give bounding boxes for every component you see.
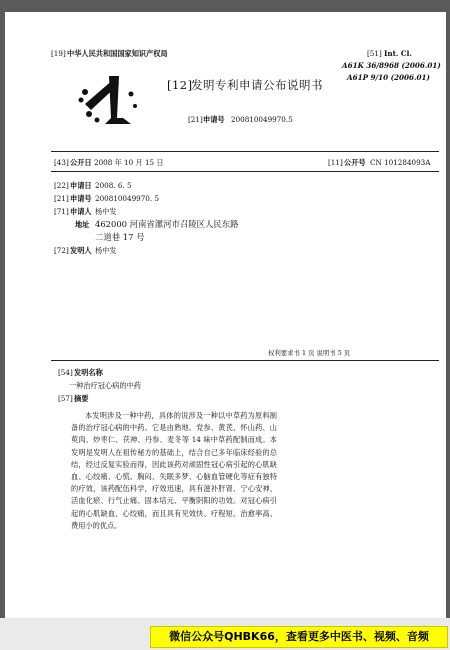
- appno-code: [21]: [188, 115, 203, 124]
- filing-label: 申请日: [70, 181, 92, 190]
- pubdate-value: 2008 年 10 月 15 日: [94, 158, 164, 167]
- address-label: 地址: [75, 220, 90, 229]
- intcl-line1: A61K 36/8968 (2006.01): [342, 61, 441, 70]
- abstract-body: [71, 410, 277, 532]
- app-value: 200810049970. 5: [95, 194, 160, 203]
- pubdate-code: [43]: [54, 158, 69, 167]
- doc-title: 发明专利申请公布说明书: [191, 78, 323, 92]
- inventor-label: 发明人: [70, 246, 92, 255]
- pubno-code: [11]: [328, 158, 343, 167]
- appno-value: 200810049970.5: [231, 115, 293, 124]
- pubdate-label: 公开日: [70, 158, 92, 167]
- title-code: [54]: [58, 368, 73, 377]
- applicant-value: 杨中发: [95, 207, 117, 216]
- abstract-label: 摘要: [74, 394, 89, 403]
- pages-note: 权利要求书 1 页 说明书 5 页: [268, 349, 351, 357]
- address-line2: 二道巷 17 号: [95, 232, 145, 242]
- filing-value: 2008. 6. 5: [95, 181, 132, 190]
- window-right-border: [446, 12, 450, 618]
- promo-banner: [150, 626, 448, 648]
- address-line1: 462000 河南省漯河市召陵区人民东路: [95, 219, 239, 229]
- pubno-label: 公开号: [344, 158, 366, 167]
- office-code: [19]: [51, 49, 66, 58]
- abstract-code: [57]: [58, 394, 73, 403]
- patent-page: [5, 12, 446, 618]
- appno-label: 申请号: [203, 115, 225, 124]
- promo-banner-text: 微信公众号QHBK66，查看更多中医书、视频、音频: [169, 630, 429, 643]
- title-label: 发明名称: [74, 368, 103, 377]
- doc-code: [12]: [167, 78, 193, 92]
- filing-code: [22]: [54, 181, 69, 190]
- applicant-code: [71]: [54, 207, 69, 216]
- header-rule: [51, 151, 439, 152]
- intcl-label: Int. Cl.: [384, 49, 412, 58]
- app-code: [21]: [54, 194, 69, 203]
- inventor-code: [72]: [54, 246, 69, 255]
- app-label: 申请号: [70, 194, 92, 203]
- abstract-text: 本发明涉及一种中药，具体的说涉及一种以中草药为原料制备的治疗冠心病的中药。它是由熟地、党参、黄芪、怀山药、山萸肉、炒枣仁、茯神、丹参、麦冬等 14 味中草药配制而成。本发明是发明人在祖传秘方的基础上，结合自己多年临床经验的总结，经过反复实验而得，因此该药对顽固性冠心病引起的心肌缺血、心绞痛、心慌、胸闷、失眠多梦、心脑血管硬化等症有独特的疗效，该药配伍科学，疗效迅速，具有滋补肝肾、宁心安神、活血化瘀、行气止痛、固本培元、平衡阴阳的功效。对冠心病引起的心肌缺血、心绞痛，而且具有见效快、疗程短、治愈率高、费用小的优点。: [71, 411, 277, 530]
- inventor-value: 杨中发: [95, 246, 117, 255]
- biblio-rule: [51, 360, 439, 361]
- pub-rule: [51, 171, 439, 172]
- national-emblem-logo: [75, 74, 145, 126]
- pubno-value: CN 101284093A: [370, 158, 431, 167]
- window-top-border: [0, 0, 450, 12]
- intcl-line2: A61P 9/10 (2006.01): [347, 73, 430, 82]
- invention-title: 一种治疗冠心病的中药: [69, 381, 141, 390]
- office-name: 中华人民共和国国家知识产权局: [67, 49, 168, 58]
- applicant-label: 申请人: [70, 207, 92, 216]
- intcl-code: [51]: [367, 49, 382, 58]
